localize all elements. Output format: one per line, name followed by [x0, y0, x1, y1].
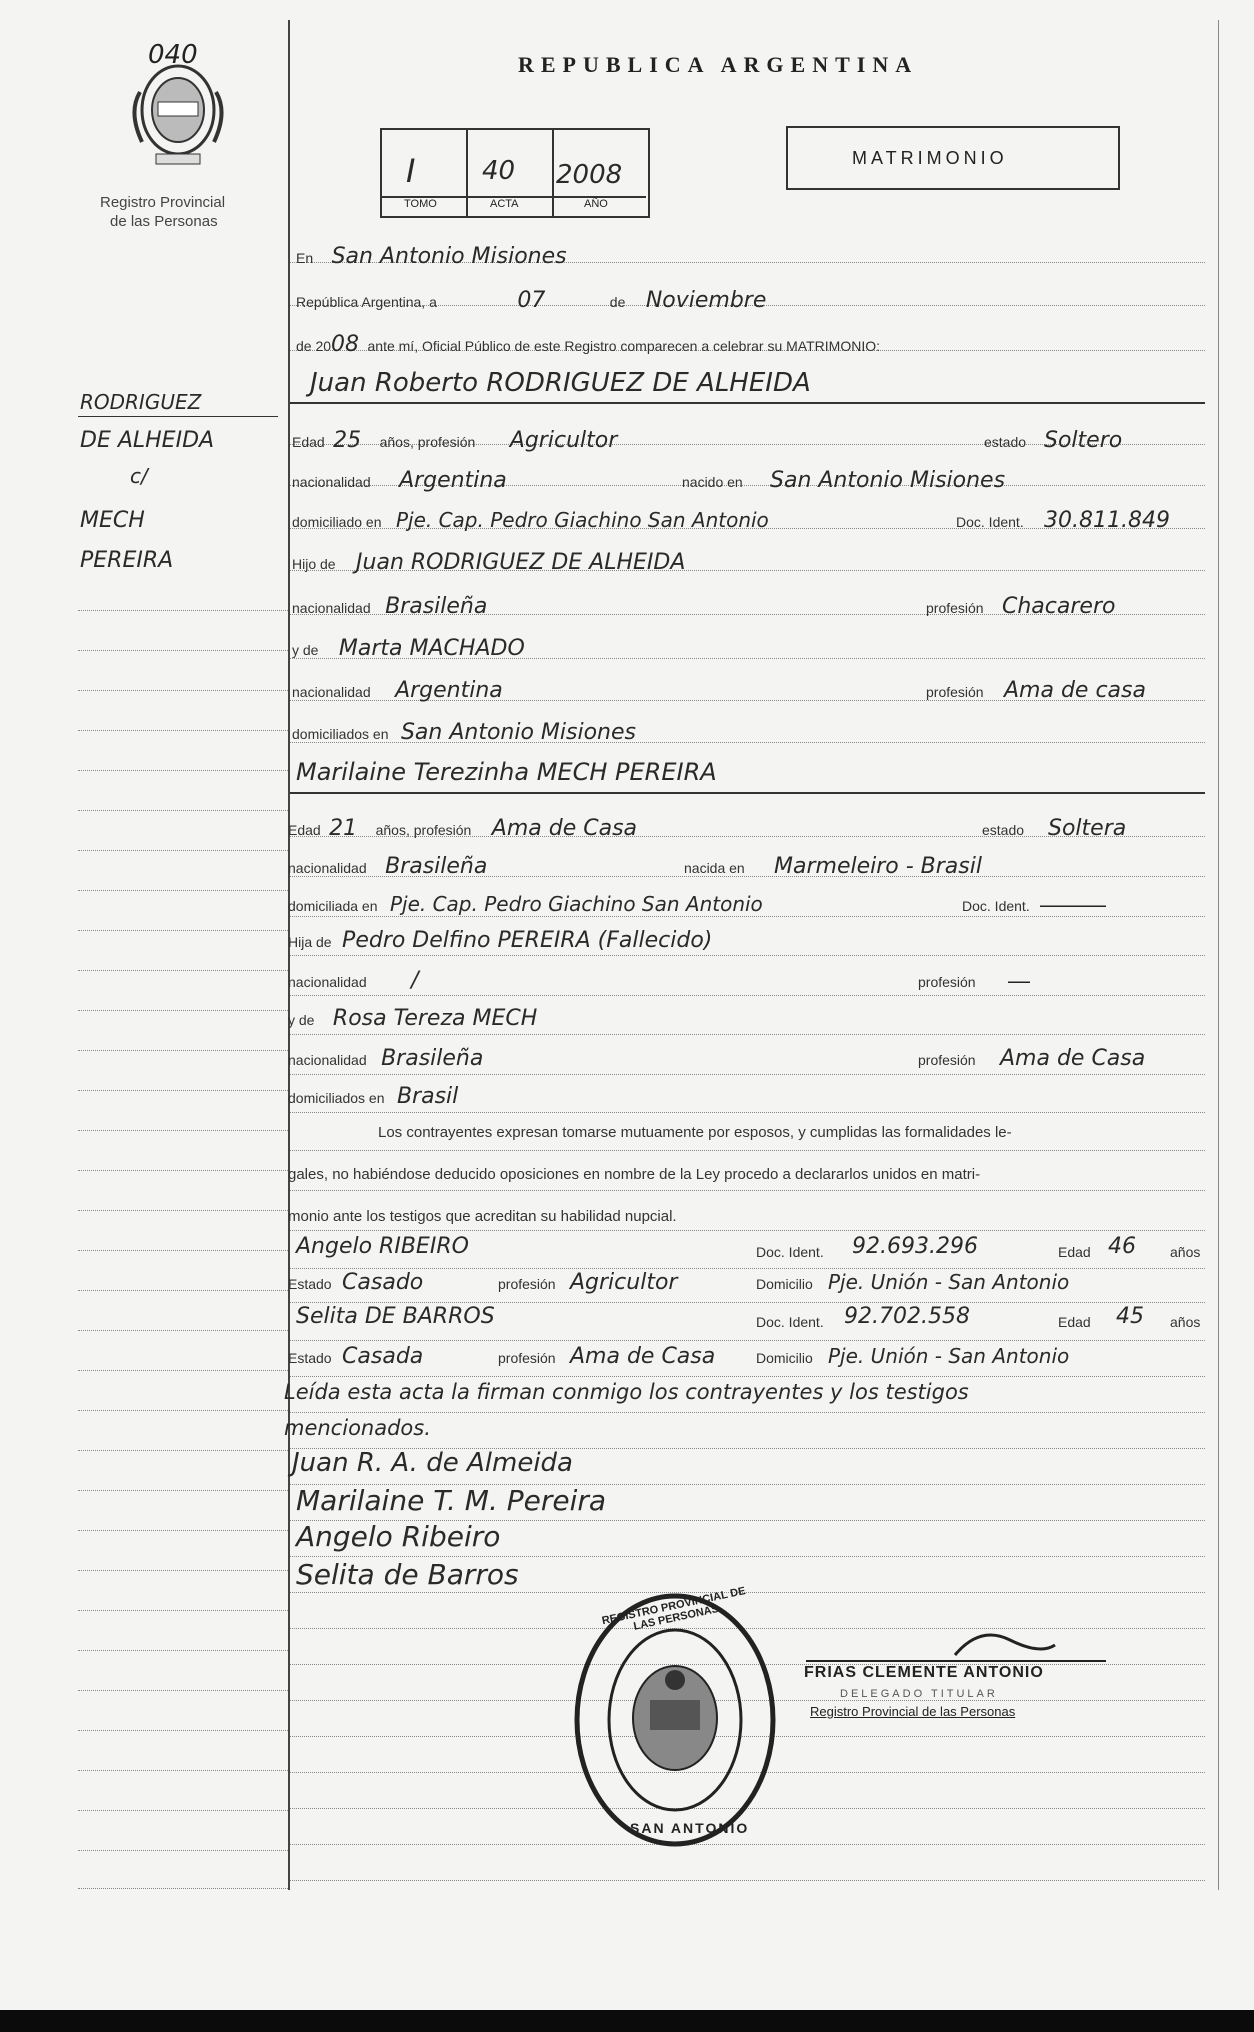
year-suffix-value: 08 [331, 332, 360, 357]
anio-value: 2008 [556, 160, 623, 190]
profesion-label: profesión [498, 1276, 556, 1292]
margin-rule [78, 1610, 288, 1611]
groom-parents-address: San Antonio Misiones [400, 720, 636, 745]
month-value: Noviembre [645, 288, 767, 313]
body-rule [290, 1074, 1205, 1075]
witness2-address: Pje. Unión - San Antonio [828, 1344, 1070, 1368]
groom-profession: Agricultor [509, 428, 618, 453]
bride-address-row [288, 892, 1202, 916]
ante-label: ante mí, Oficial Público de este Registro comparecen a celebrar su MATRIMONIO: [367, 338, 880, 354]
bride-mother: Rosa Tereza MECH [332, 1006, 538, 1031]
witness1-row [296, 1234, 1212, 1259]
doc-ident-label: Doc. Ident. [756, 1244, 824, 1260]
groom-mother-profession: Ama de casa [1004, 678, 1146, 703]
edad-label: Edad [292, 434, 325, 450]
groom-address-row [292, 508, 1202, 532]
profesion-label: profesión [926, 600, 984, 616]
margin-rule [78, 1810, 288, 1811]
hija-de-label: Hija de [288, 934, 332, 950]
declaration-line1: Los contrayentes expresan tomarse mutuamente por esposos, y cumplidas las formalidades le- [378, 1124, 1012, 1141]
registry-name-line1: Registro Provincial [100, 194, 226, 211]
body-rule [290, 1268, 1205, 1269]
nacionalidad-label: nacionalidad [288, 974, 367, 990]
nacido-en-label: nacido en [682, 474, 743, 490]
official-registry: Registro Provincial de las Personas [810, 1704, 1016, 1719]
profesion-label: profesión [926, 684, 984, 700]
margin-rule [78, 1210, 288, 1211]
margin-rule [78, 1730, 288, 1731]
groom-nationality: Argentina [399, 468, 507, 493]
groom-parents-address-row [292, 720, 636, 745]
bride-age: 21 [329, 816, 358, 841]
profesion-label: profesión [918, 974, 976, 990]
doc-ident-label: Doc. Ident. [756, 1314, 824, 1330]
doc-type-label: MATRIMONIO [852, 148, 1008, 168]
bride-father-nat-row [288, 968, 1202, 993]
margin-rule [78, 650, 288, 651]
logo-number: 040 [148, 40, 198, 70]
margin-rule [78, 1410, 288, 1411]
margin-rule [78, 850, 288, 851]
margin-rule [78, 1250, 288, 1251]
margin-rule [78, 1050, 288, 1051]
margin-rule [78, 1530, 288, 1531]
nacionalidad-label: nacionalidad [292, 684, 371, 700]
place-value: San Antonio Misiones [331, 244, 567, 269]
edad-label: Edad [288, 822, 321, 838]
margin-rule [78, 1888, 288, 1889]
place-row [296, 244, 567, 269]
groom-address: Pje. Cap. Pedro Giachino San Antonio [395, 508, 769, 532]
margin-rule [78, 890, 288, 891]
nacionalidad-label: nacionalidad [292, 474, 371, 490]
bride-name: Marilaine Terezinha MECH PEREIRA [296, 758, 717, 786]
anos-profesion-label: años, profesión [375, 822, 472, 838]
witness2-age: 45 [1116, 1304, 1144, 1329]
witness2-row [296, 1304, 1212, 1329]
margin-rule [78, 1570, 288, 1571]
margin-name-line5: PEREIRA [80, 548, 174, 573]
groom-father-row [292, 550, 685, 575]
tomo-label: TOMO [404, 198, 437, 210]
bride-mother-nationality: Brasileña [381, 1046, 484, 1071]
signature-witness2: Selita de Barros [296, 1558, 519, 1591]
declaration-line3: monio ante los testigos que acreditan su habilidad nupcial. [288, 1208, 677, 1225]
anos-profesion-label: años, profesión [379, 434, 476, 450]
witness2-status: Casada [342, 1344, 424, 1369]
margin-underline [78, 416, 278, 417]
witness1-name: Angelo RIBEIRO [296, 1234, 469, 1259]
groom-age: 25 [333, 428, 362, 453]
edad-label: Edad [1058, 1314, 1091, 1330]
closing-line1: Leída esta acta la firman conmigo los contrayentes y los testigos [284, 1380, 969, 1404]
witness1-age: 46 [1108, 1234, 1136, 1259]
nacionalidad-label: nacionalidad [288, 1052, 367, 1068]
bride-parents-address-row [288, 1084, 458, 1109]
registry-name-line2: de las Personas [110, 213, 218, 230]
profesion-label: profesión [498, 1350, 556, 1366]
margin-rule [78, 1690, 288, 1691]
margin-name-line2: DE ALHEIDA [80, 428, 215, 453]
witness1-profession: Agricultor [570, 1270, 678, 1295]
doc-ident-label: Doc. Ident. [962, 898, 1030, 914]
declaration-line2: gales, no habiéndose deducido oposiciones en nombre de la Ley procedo a declararlos unidos en matri- [288, 1166, 981, 1183]
registry-box-divider-2 [552, 128, 554, 216]
day-value: 07 [517, 288, 546, 313]
margin-rule [78, 1650, 288, 1651]
year-row [296, 332, 880, 357]
margin-rule [78, 1370, 288, 1371]
body-rule [290, 1302, 1205, 1303]
seal-ring-text: REGISTRO PROVINCIAL DE LAS PERSONAS [600, 1585, 747, 1633]
signature-bride: Marilaine T. M. Pereira [296, 1484, 607, 1517]
estado-label: estado [982, 822, 1025, 838]
anos-label: años [1170, 1314, 1201, 1330]
margin-rule [78, 1170, 288, 1171]
margin-rule [78, 1450, 288, 1451]
groom-mother-row [292, 636, 525, 661]
witness2-profession: Ama de Casa [570, 1344, 716, 1369]
groom-status: Soltero [1044, 428, 1123, 453]
body-rule [290, 995, 1205, 996]
margin-rule [78, 1090, 288, 1091]
body-rule [290, 1376, 1205, 1377]
margin-rule [78, 690, 288, 691]
official-signature-line [806, 1660, 1106, 1662]
margin-rule [78, 1130, 288, 1131]
margin-rule [78, 770, 288, 771]
acta-value: 40 [482, 156, 516, 186]
bride-mother-profession: Ama de Casa [1000, 1046, 1146, 1071]
witness1-detail-row [288, 1270, 1204, 1295]
y-de-label: y de [292, 642, 319, 658]
anio-label: AÑO [584, 198, 608, 210]
groom-father-profession: Chacarero [1002, 594, 1116, 619]
margin-rule [78, 1010, 288, 1011]
bride-profession: Ama de Casa [491, 816, 638, 841]
margin-name-line4: MECH [80, 508, 145, 533]
profesion-label: profesión [918, 1052, 976, 1068]
signature-groom: Juan R. A. de Almeida [292, 1448, 573, 1478]
body-rule [290, 1880, 1205, 1881]
margin-rule [78, 930, 288, 931]
body-rule [290, 1556, 1205, 1557]
seal-bottom-text: SAN ANTONIO [630, 1820, 750, 1836]
estado-label: estado [984, 434, 1027, 450]
body-rule [290, 1412, 1205, 1413]
groom-age-row [292, 428, 1202, 453]
margin-rule [78, 730, 288, 731]
nacionalidad-label: nacionalidad [288, 860, 367, 876]
witness2-doc: 92.702.558 [844, 1304, 970, 1329]
bride-status: Soltera [1048, 816, 1127, 841]
date-row [296, 288, 766, 313]
groom-mother-nationality: Argentina [395, 678, 503, 703]
margin-rule [78, 610, 288, 611]
bride-doc: ——— [1040, 892, 1106, 917]
official-signature-mark [950, 1630, 1060, 1660]
registry-box-divider-1 [466, 128, 468, 216]
domiciliados-en-label: domiciliados en [288, 1090, 385, 1106]
de20-label: de 20 [296, 338, 332, 354]
groom-mother: Marta MACHADO [338, 636, 525, 661]
body-rule [290, 1230, 1205, 1231]
margin-rule [78, 1490, 288, 1491]
bride-father-row [288, 928, 712, 953]
official-name: FRIAS CLEMENTE ANTONIO [804, 1664, 1044, 1681]
groom-mother-nat-row [292, 678, 1202, 703]
hijo-de-label: Hijo de [292, 556, 336, 572]
en-label: En [296, 250, 314, 266]
groom-father-nationality: Brasileña [385, 594, 488, 619]
body-rule [290, 955, 1205, 956]
y-de-label: y de [288, 1012, 315, 1028]
body-rule [290, 1112, 1205, 1113]
estado-label: Estado [288, 1350, 332, 1366]
margin-rule [78, 1850, 288, 1851]
edad-label: Edad [1058, 1244, 1091, 1260]
acta-label: ACTA [490, 198, 519, 210]
bride-father: Pedro Delfino PEREIRA (Fallecido) [342, 928, 713, 953]
witness1-doc: 92.693.296 [852, 1234, 978, 1259]
margin-name-line3: c/ [130, 464, 148, 488]
bride-born-in: Marmeleiro - Brasil [774, 854, 982, 879]
margin-rule [78, 1770, 288, 1771]
groom-father-nat-row [292, 594, 1202, 619]
estado-label: Estado [288, 1276, 332, 1292]
bride-nationality-row [288, 854, 1202, 879]
doc-ident-label: Doc. Ident. [956, 514, 1024, 530]
closing-line2: mencionados. [284, 1416, 431, 1440]
scan-bottom-edge [0, 2010, 1254, 2032]
bride-father-nationality: / [411, 968, 419, 993]
domicilio-label: Domicilio [756, 1276, 813, 1292]
groom-name: Juan Roberto RODRIGUEZ DE ALHEIDA [310, 368, 811, 398]
de-label: de [609, 294, 626, 310]
witness1-status: Casado [342, 1270, 424, 1295]
body-rule [290, 1190, 1205, 1191]
domiciliados-en-label: domiciliados en [292, 726, 389, 742]
official-role: DELEGADO TITULAR [840, 1688, 998, 1700]
groom-section-rule [290, 402, 1205, 404]
witness2-detail-row [288, 1344, 1204, 1369]
groom-nationality-row [292, 468, 1202, 493]
witness1-address: Pje. Unión - San Antonio [828, 1270, 1070, 1294]
margin-rule [78, 1290, 288, 1291]
bride-mother-row [288, 1006, 537, 1031]
signature-witness1: Angelo Ribeiro [296, 1520, 501, 1553]
margin-rule [78, 810, 288, 811]
body-rule [290, 1150, 1205, 1151]
margin-rule [78, 970, 288, 971]
groom-father: Juan RODRIGUEZ DE ALHEIDA [356, 550, 686, 575]
margin-rule [78, 1330, 288, 1331]
nacionalidad-label: nacionalidad [292, 600, 371, 616]
nacida-en-label: nacida en [684, 860, 745, 876]
groom-doc: 30.811.849 [1044, 508, 1170, 533]
country-title: REPUBLICA ARGENTINA [518, 52, 919, 77]
right-edge-line [1218, 20, 1219, 1890]
witness2-name: Selita DE BARROS [296, 1304, 495, 1329]
domicilio-label: Domicilio [756, 1350, 813, 1366]
anos-label: años [1170, 1244, 1201, 1260]
bride-father-profession: — [1008, 968, 1030, 993]
bride-mother-nat-row [288, 1046, 1202, 1071]
bride-parents-address: Brasil [396, 1084, 459, 1109]
republica-label: República Argentina, a [296, 294, 437, 310]
margin-name-line1: RODRIGUEZ [80, 390, 202, 414]
groom-born-in: San Antonio Misiones [770, 468, 1006, 493]
domiciliado-en-label: domiciliado en [292, 514, 382, 530]
bride-age-row [288, 816, 1202, 841]
bride-section-rule [290, 792, 1205, 794]
body-rule [290, 1340, 1205, 1341]
bride-nationality: Brasileña [385, 854, 488, 879]
tomo-value: I [406, 152, 416, 190]
domiciliada-en-label: domiciliada en [288, 898, 378, 914]
bride-address: Pje. Cap. Pedro Giachino San Antonio [389, 892, 763, 916]
body-rule [290, 1034, 1205, 1035]
